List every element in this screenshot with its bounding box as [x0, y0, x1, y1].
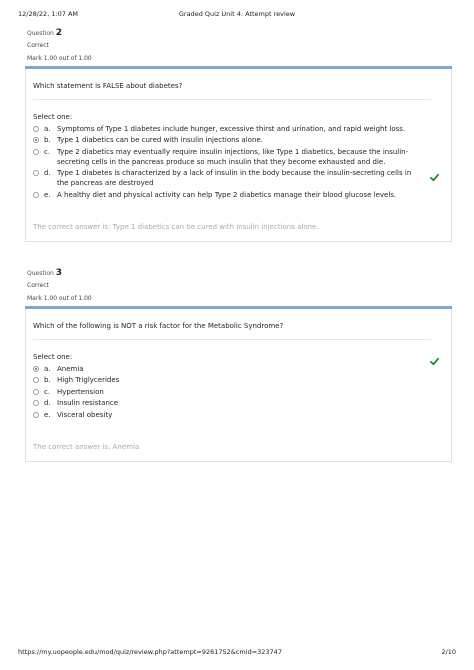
option-text: A healthy diet and physical activity can help Type 2 diabetics manage their blood glucose levels.: [57, 190, 397, 199]
correct-answer-feedback: The correct answer is: Type 1 diabetics can be cured with insulin injections alone.: [33, 222, 319, 231]
select-one-prompt: Select one:: [33, 113, 73, 121]
question-number: [27, 27, 452, 40]
option-text: Type 1 diabetes is characterized by a lack of insulin in the body because the insulin-secreting cells in the pancreas are destroyed: [57, 169, 412, 187]
page-url[interactable]: https://my.uopeople.edu/mod/quiz/review.php?attempt=9261752&cmid=323747: [18, 648, 282, 656]
option-text: Visceral obesity: [57, 410, 113, 419]
radio-icon[interactable]: [33, 170, 39, 176]
answer-option-e[interactable]: [33, 410, 431, 420]
question-state: Correct: [27, 42, 49, 49]
answer-option-a[interactable]: [33, 364, 431, 374]
answer-option-e[interactable]: [33, 190, 431, 200]
option-text: Symptoms of Type 1 diabetes include hunger, excessive thirst and urination, and rapid weight loss.: [57, 124, 406, 133]
option-letter: a.: [44, 364, 51, 373]
option-text: Insulin resistance: [57, 399, 119, 407]
page-number: 2/10: [441, 648, 456, 656]
answer-options: [33, 364, 431, 420]
option-letter: a.: [44, 124, 51, 133]
question-label: Question: [27, 270, 54, 277]
option-letter: c.: [44, 147, 51, 156]
radio-icon[interactable]: [33, 126, 39, 132]
select-one-prompt: Select one:: [33, 353, 73, 361]
option-text: Type 1 diabetics can be cured with insulin injections alone.: [57, 136, 263, 144]
print-footer: [18, 648, 456, 660]
answer-options: [33, 124, 431, 200]
option-text: Type 2 diabetics may eventually require insulin injections, like Type 1 diabetics, because the insulin-secreting cells in the pancreas produce so much insulin that they become exhausted and die.: [57, 147, 409, 166]
option-letter: d.: [44, 169, 51, 177]
question-3: [25, 264, 452, 462]
option-letter: b.: [44, 376, 51, 384]
question-grade: Mark 1.00 out of 1.00: [27, 55, 92, 62]
option-letter: e.: [44, 190, 51, 199]
option-letter: c.: [44, 387, 51, 396]
radio-icon[interactable]: [33, 412, 39, 418]
question-text: Which of the following is NOT a risk factor for the Metabolic Syndrome?: [33, 321, 431, 340]
answer-option-d[interactable]: [33, 398, 431, 408]
answer-option-b[interactable]: [33, 135, 431, 145]
radio-icon[interactable]: [33, 149, 39, 155]
question-2: [25, 24, 452, 242]
question-number: [27, 267, 452, 280]
radio-icon[interactable]: [33, 377, 39, 383]
correct-answer-feedback: The correct answer is: Anemia: [33, 442, 140, 451]
answer-option-c[interactable]: [33, 147, 431, 167]
question-number-value: 2: [55, 28, 63, 38]
question-info: [25, 264, 452, 303]
answer-option-b[interactable]: [33, 375, 431, 385]
option-text: High Triglycerides: [57, 376, 120, 384]
answer-option-d[interactable]: [33, 168, 431, 188]
option-letter: e.: [44, 410, 51, 419]
document-title: Graded Quiz Unit 4: Attempt review: [178, 10, 296, 18]
print-header: [18, 10, 456, 22]
question-state: Correct: [27, 282, 49, 289]
radio-icon[interactable]: [33, 400, 39, 406]
option-letter: b.: [44, 136, 51, 144]
question-number-value: 3: [55, 268, 63, 278]
check-icon: [430, 357, 439, 366]
radio-icon[interactable]: [33, 192, 39, 198]
check-icon: [430, 173, 439, 182]
radio-checked-icon[interactable]: [33, 366, 39, 372]
question-content: [25, 309, 452, 462]
question-label: Question: [27, 30, 54, 37]
print-date: 12/28/22, 1:07 AM: [18, 10, 79, 18]
option-text: Hypertension: [57, 387, 104, 396]
answer-option-c[interactable]: [33, 387, 431, 397]
radio-icon[interactable]: [33, 389, 39, 395]
option-text: Anemia: [57, 364, 84, 373]
question-info: [25, 24, 452, 63]
question-content: [25, 69, 452, 242]
question-text: Which statement is FALSE about diabetes?: [33, 81, 431, 100]
radio-checked-icon[interactable]: [33, 137, 39, 143]
option-letter: d.: [44, 399, 51, 407]
question-grade: Mark 1.00 out of 1.00: [27, 295, 92, 302]
answer-option-a[interactable]: [33, 124, 431, 134]
